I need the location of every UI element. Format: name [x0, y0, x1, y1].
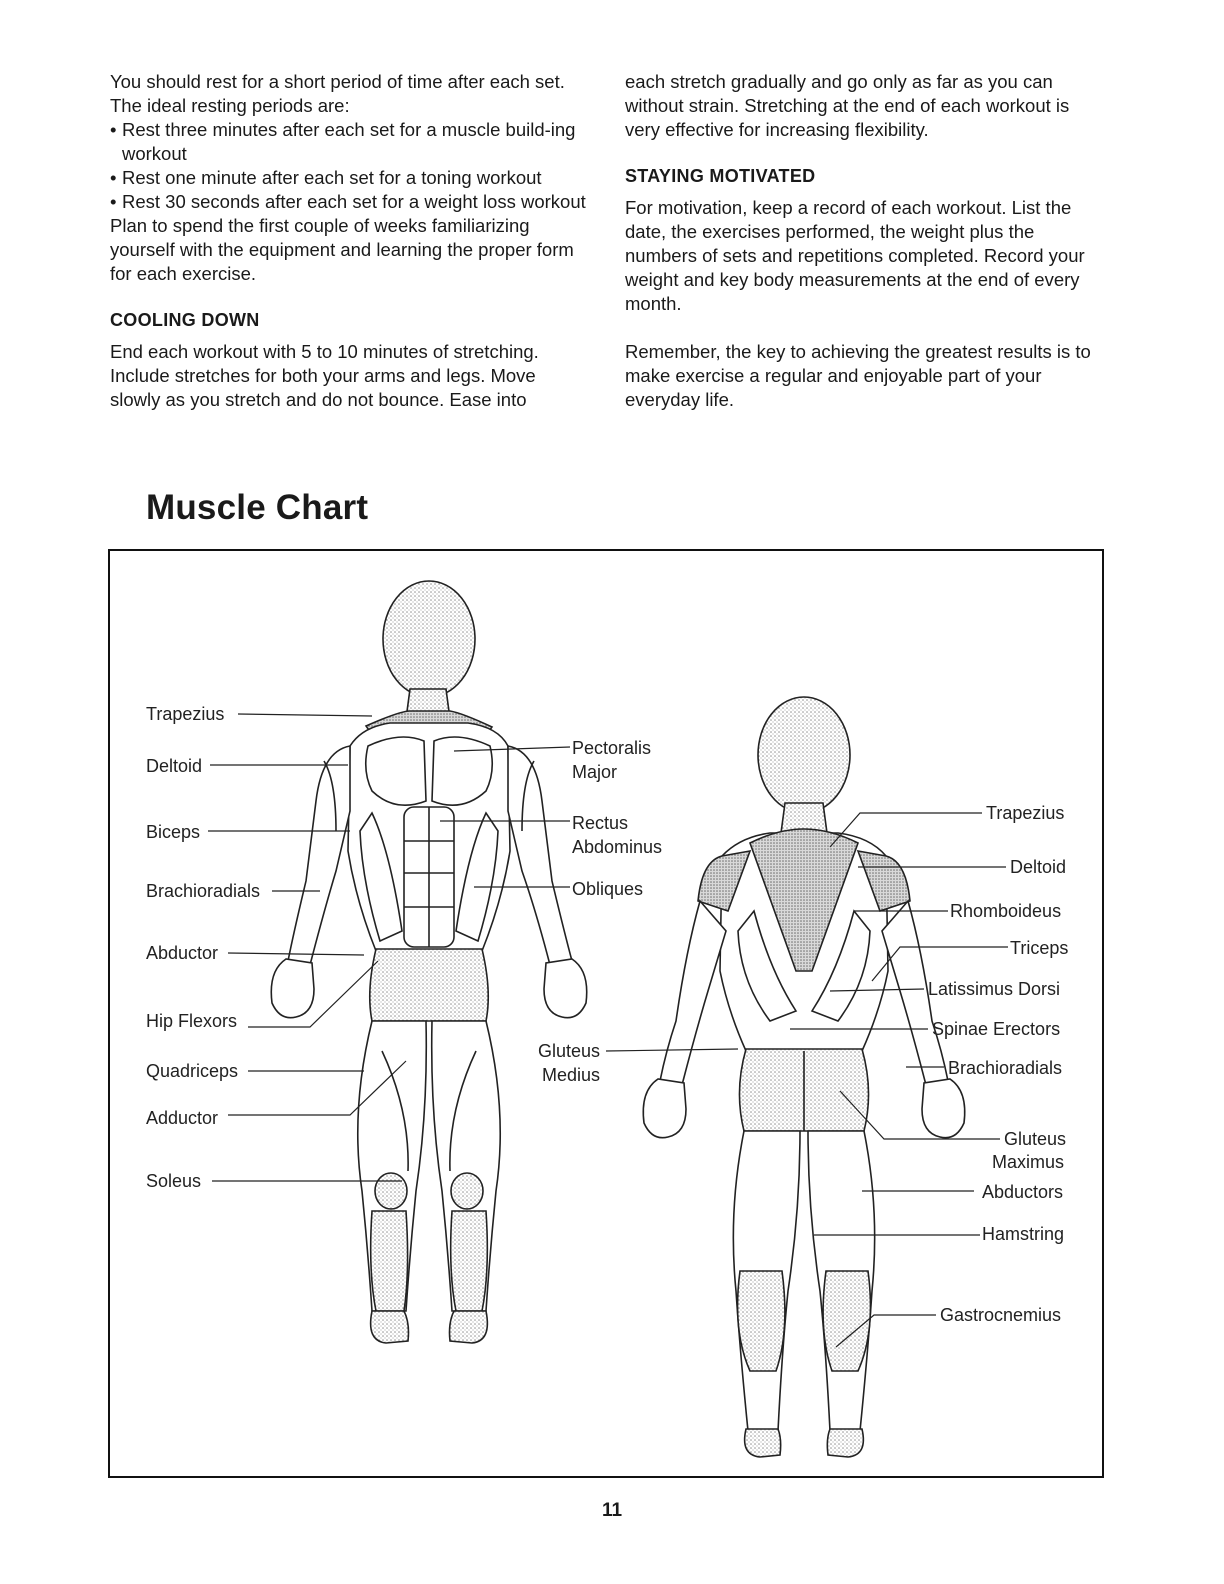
label-deltoid-back: Deltoid: [1010, 857, 1067, 877]
bullet-icon: •: [110, 167, 117, 188]
label-spinae-erectors: Spinae Erectors: [932, 1019, 1061, 1039]
list-item: • Rest three minutes after each set for a muscle build-ing workout: [110, 119, 576, 164]
label-maximus: Maximus: [992, 1152, 1065, 1172]
label-trapezius-back: Trapezius: [986, 803, 1065, 823]
paragraph-gap: [625, 316, 1105, 340]
list-item: • Rest 30 seconds after each set for a weight loss workout: [110, 191, 586, 212]
motivation-paragraph: For motivation, keep a record of each workout. List the date, the exercises performed, the weight plus the numbers of sets and repetitions completed. Record your weight and key body measurements at the end of every month.: [625, 197, 1085, 314]
list-item: • Rest one minute after each set for a toning workout: [110, 167, 542, 188]
label-triceps: Triceps: [1010, 938, 1069, 958]
bullet-icon: •: [110, 191, 117, 212]
front-body-figure: [271, 581, 586, 1343]
label-brachioradials-front: Brachioradials: [146, 881, 261, 901]
cooling-down-paragraph: End each workout with 5 to 10 minutes of stretching. Include stretches for both your arms and legs. Move slowly as you stretch and do not bounce. Ease into: [110, 341, 539, 410]
staying-motivated-heading: STAYING MOTIVATED: [625, 166, 816, 186]
left-text-column: [110, 70, 590, 412]
label-hamstring: Hamstring: [982, 1224, 1065, 1244]
bullet-icon: •: [110, 119, 117, 140]
label-soleus: Soleus: [146, 1171, 202, 1191]
muscle-figures-svg: [110, 551, 1106, 1480]
rest-intro-paragraph: You should rest for a short period of time after each set. The ideal resting periods are:: [110, 71, 565, 116]
label-abductors: Abductors: [982, 1182, 1064, 1202]
label-rhomboideus: Rhomboideus: [950, 901, 1062, 921]
label-obliques: Obliques: [572, 879, 644, 899]
stretch-continued-paragraph: each stretch gradually and go only as far as you can without strain. Stretching at the end of each workout is very effective for increasing flexibility.: [625, 71, 1070, 140]
muscle-chart-title: Muscle Chart: [146, 488, 369, 527]
label-deltoid-front: Deltoid: [146, 756, 203, 776]
label-trapezius-front: Trapezius: [146, 704, 225, 724]
label-abductor: Abductor: [146, 943, 219, 963]
muscle-chart-frame: [108, 549, 1104, 1478]
label-gastrocnemius: Gastrocnemius: [940, 1305, 1062, 1325]
label-gluteus-medius: Gluteus: [538, 1041, 601, 1061]
cooling-down-heading: COOLING DOWN: [110, 310, 260, 330]
label-biceps: Biceps: [146, 822, 201, 842]
back-body-figure: [643, 697, 964, 1457]
right-text-column: [625, 70, 1105, 412]
plan-paragraph: Plan to spend the first couple of weeks familiarizing yourself with the equipment and learning the proper form for each exercise.: [110, 215, 574, 284]
label-gluteus-maximus: Gluteus: [1004, 1129, 1067, 1149]
label-hip-flexors: Hip Flexors: [146, 1011, 238, 1031]
label-brachioradials-back: Brachioradials: [948, 1058, 1063, 1078]
label-pectoralis: Pectoralis: [572, 738, 652, 758]
label-adductor: Adductor: [146, 1108, 219, 1128]
rest-periods-list: [110, 118, 590, 214]
label-pectoralis-major: Major: [572, 762, 618, 782]
label-rectus: Rectus: [572, 813, 629, 833]
label-medius: Medius: [542, 1065, 601, 1085]
remember-paragraph: Remember, the key to achieving the greatest results is to make exercise a regular and enjoyable part of your everyday life.: [625, 341, 1091, 410]
label-quadriceps: Quadriceps: [146, 1061, 239, 1081]
label-latissimus-dorsi: Latissimus Dorsi: [928, 979, 1061, 999]
label-abdominus: Abdominus: [572, 837, 663, 857]
page-number: 11: [601, 1500, 623, 1521]
